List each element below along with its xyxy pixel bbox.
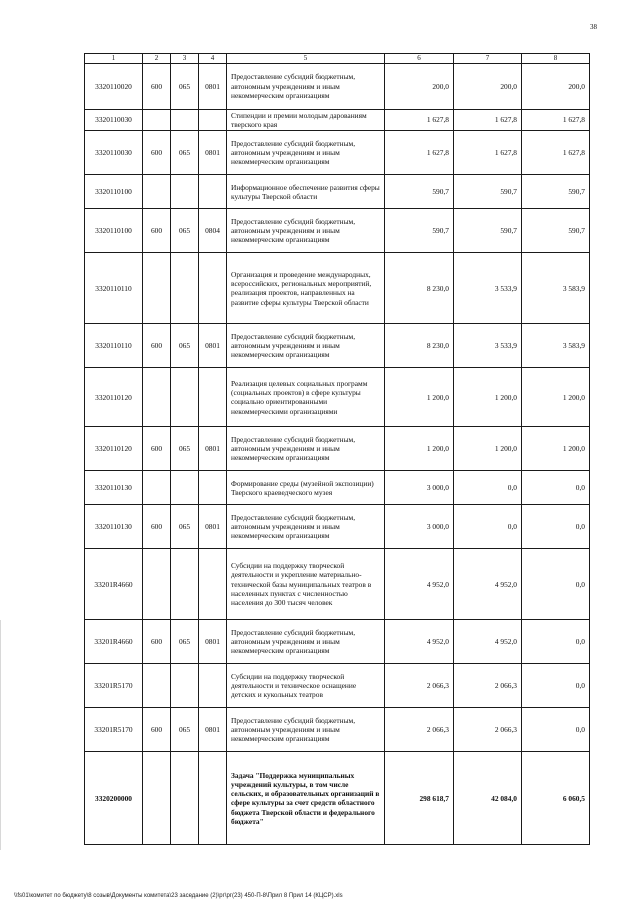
amount-col8-cell: 0,0	[522, 708, 590, 752]
admin-code-cell	[171, 109, 199, 131]
kcsr-code-cell: 3320110130	[85, 505, 143, 549]
kvr-code-cell: 600	[143, 324, 171, 368]
admin-code-cell: 065	[171, 324, 199, 368]
section-code-cell	[199, 471, 227, 505]
amount-col6-cell: 1 200,0	[385, 427, 454, 471]
description-cell: Реализация целевых социальных программ (социальных проектов) в сфере культуры социально ориентированными некоммерческими организациями	[227, 368, 385, 427]
amount-col8-cell: 1 200,0	[522, 427, 590, 471]
amount-col6-cell: 2 066,3	[385, 664, 454, 708]
table-row	[85, 253, 590, 324]
table-row	[85, 549, 590, 620]
table-row	[85, 109, 590, 131]
table-row	[85, 505, 590, 549]
description-cell: Субсидии на поддержку творческой деятельности и техническое оснащение детских и кукольных театров	[227, 664, 385, 708]
amount-col7-cell: 42 084,0	[454, 752, 522, 845]
kvr-code-cell	[143, 752, 171, 845]
description-cell: Предоставление субсидий бюджетным, автономным учреждениям и иным некоммерческим организациям	[227, 324, 385, 368]
amount-col6-cell: 3 000,0	[385, 505, 454, 549]
table-row	[85, 63, 590, 109]
amount-col6-cell: 4 952,0	[385, 549, 454, 620]
description-cell: Предоставление субсидий бюджетным, автономным учреждениям и иным некоммерческим организациям	[227, 63, 385, 109]
description-cell: Предоставление субсидий бюджетным, автономным учреждениям и иным некоммерческим организациям	[227, 620, 385, 664]
amount-col6-cell: 3 000,0	[385, 471, 454, 505]
amount-col8-cell: 0,0	[522, 505, 590, 549]
kvr-code-cell	[143, 109, 171, 131]
description-cell: Стипендии и премии молодым дарованиям тверского края	[227, 109, 385, 131]
amount-col8-cell: 0,0	[522, 471, 590, 505]
kcsr-code-cell: 3320110130	[85, 471, 143, 505]
section-code-cell: 0801	[199, 63, 227, 109]
admin-code-cell: 065	[171, 505, 199, 549]
table-row	[85, 708, 590, 752]
amount-col7-cell: 0,0	[454, 505, 522, 549]
kcsr-code-cell: 3320110110	[85, 324, 143, 368]
table-row	[85, 664, 590, 708]
footer-file-path: \\fs01\комитет по бюджету\8 созыв\Документы комитета\23 заседание (2)\рг\рг(23) 450-П-8\Прил 8 Прил 14 (КЦСР).xls	[14, 893, 343, 899]
amount-col7-cell: 200,0	[454, 63, 522, 109]
amount-col6-cell: 1 627,8	[385, 109, 454, 131]
admin-code-cell: 065	[171, 63, 199, 109]
description-cell: Субсидии на поддержку творческой деятельности и укрепление материально-технической базы муниципальных театров в населенных пунктах с численностью населения до 300 тысяч человек	[227, 549, 385, 620]
section-code-cell	[199, 368, 227, 427]
kvr-code-cell	[143, 253, 171, 324]
kcsr-code-cell: 3320110030	[85, 131, 143, 175]
amount-col8-cell: 590,7	[522, 175, 590, 209]
table-row	[85, 324, 590, 368]
amount-col6-cell: 4 952,0	[385, 620, 454, 664]
table-row	[85, 620, 590, 664]
section-code-cell	[199, 752, 227, 845]
column-header: 7	[454, 54, 522, 64]
kvr-code-cell: 600	[143, 209, 171, 253]
table-row	[85, 471, 590, 505]
amount-col6-cell: 1 627,8	[385, 131, 454, 175]
kcsr-code-cell: 3320110030	[85, 109, 143, 131]
kcsr-code-cell: 3320110100	[85, 175, 143, 209]
table-row	[85, 131, 590, 175]
page-number: 38	[590, 23, 597, 31]
description-cell: Предоставление субсидий бюджетным, автономным учреждениям и иным некоммерческим организациям	[227, 209, 385, 253]
amount-col7-cell: 3 533,9	[454, 324, 522, 368]
amount-col7-cell: 2 066,3	[454, 664, 522, 708]
scan-edge-line	[0, 620, 1, 850]
table-row	[85, 368, 590, 427]
amount-col8-cell: 3 583,9	[522, 324, 590, 368]
admin-code-cell: 065	[171, 427, 199, 471]
amount-col8-cell: 6 060,5	[522, 752, 590, 845]
amount-col8-cell: 1 627,8	[522, 109, 590, 131]
amount-col7-cell: 1 627,8	[454, 109, 522, 131]
section-code-cell: 0801	[199, 505, 227, 549]
budget-table	[84, 53, 590, 845]
kcsr-code-cell: 33201R5170	[85, 708, 143, 752]
kcsr-code-cell: 3320110120	[85, 368, 143, 427]
admin-code-cell	[171, 752, 199, 845]
admin-code-cell: 065	[171, 131, 199, 175]
description-cell: Предоставление субсидий бюджетным, автономным учреждениям и иным некоммерческим организациям	[227, 427, 385, 471]
amount-col7-cell: 1 200,0	[454, 368, 522, 427]
kvr-code-cell: 600	[143, 63, 171, 109]
description-cell: Задача "Поддержка муниципальных учреждений культуры, в том числе сельских, и образовательных организаций в сфере культуры за счет средств областного бюджета Тверской области и федерального бюджета"	[227, 752, 385, 845]
column-header: 4	[199, 54, 227, 64]
amount-col7-cell: 3 533,9	[454, 253, 522, 324]
table-row	[85, 175, 590, 209]
amount-col8-cell: 0,0	[522, 549, 590, 620]
kvr-code-cell: 600	[143, 131, 171, 175]
amount-col7-cell: 4 952,0	[454, 620, 522, 664]
section-code-cell	[199, 109, 227, 131]
amount-col7-cell: 4 952,0	[454, 549, 522, 620]
section-code-cell: 0801	[199, 427, 227, 471]
admin-code-cell	[171, 175, 199, 209]
table-header-row	[85, 54, 590, 64]
amount-col6-cell: 8 230,0	[385, 324, 454, 368]
amount-col7-cell: 0,0	[454, 471, 522, 505]
description-cell: Информационное обеспечение развития сферы культуры Тверской области	[227, 175, 385, 209]
section-code-cell	[199, 549, 227, 620]
section-code-cell: 0801	[199, 324, 227, 368]
column-header: 2	[143, 54, 171, 64]
admin-code-cell: 065	[171, 209, 199, 253]
description-cell: Организация и проведение международных, всероссийских, региональных мероприятий, реализация проектов, направленных на развитие сферы культуры Тверской области	[227, 253, 385, 324]
description-cell: Формирование среды (музейной экспозиции) Тверского краеведческого музея	[227, 471, 385, 505]
kvr-code-cell: 600	[143, 620, 171, 664]
amount-col6-cell: 590,7	[385, 175, 454, 209]
description-cell: Предоставление субсидий бюджетным, автономным учреждениям и иным некоммерческим организациям	[227, 131, 385, 175]
amount-col8-cell: 1 627,8	[522, 131, 590, 175]
kvr-code-cell	[143, 471, 171, 505]
kvr-code-cell: 600	[143, 427, 171, 471]
amount-col8-cell: 200,0	[522, 63, 590, 109]
amount-col8-cell: 590,7	[522, 209, 590, 253]
column-header: 6	[385, 54, 454, 64]
admin-code-cell: 065	[171, 620, 199, 664]
column-header: 8	[522, 54, 590, 64]
section-code-cell: 0801	[199, 620, 227, 664]
section-code-cell	[199, 664, 227, 708]
table-row	[85, 209, 590, 253]
description-cell: Предоставление субсидий бюджетным, автономным учреждениям и иным некоммерческим организациям	[227, 505, 385, 549]
amount-col7-cell: 590,7	[454, 175, 522, 209]
amount-col8-cell: 0,0	[522, 664, 590, 708]
amount-col7-cell: 1 627,8	[454, 131, 522, 175]
amount-col6-cell: 298 618,7	[385, 752, 454, 845]
kcsr-code-cell: 33201R4660	[85, 549, 143, 620]
amount-col8-cell: 3 583,9	[522, 253, 590, 324]
kcsr-code-cell: 3320110120	[85, 427, 143, 471]
kvr-code-cell: 600	[143, 708, 171, 752]
amount-col7-cell: 590,7	[454, 209, 522, 253]
kvr-code-cell: 600	[143, 505, 171, 549]
amount-col6-cell: 1 200,0	[385, 368, 454, 427]
section-code-cell	[199, 253, 227, 324]
column-header: 5	[227, 54, 385, 64]
kcsr-code-cell: 3320110110	[85, 253, 143, 324]
kcsr-code-cell: 33201R5170	[85, 664, 143, 708]
admin-code-cell	[171, 368, 199, 427]
amount-col7-cell: 1 200,0	[454, 427, 522, 471]
section-code-cell: 0801	[199, 708, 227, 752]
amount-col7-cell: 2 066,3	[454, 708, 522, 752]
kvr-code-cell	[143, 175, 171, 209]
amount-col6-cell: 200,0	[385, 63, 454, 109]
description-cell: Предоставление субсидий бюджетным, автономным учреждениям и иным некоммерческим организациям	[227, 708, 385, 752]
section-code-cell	[199, 175, 227, 209]
section-code-cell: 0804	[199, 209, 227, 253]
amount-col6-cell: 8 230,0	[385, 253, 454, 324]
kcsr-code-cell: 3320110020	[85, 63, 143, 109]
column-header: 1	[85, 54, 143, 64]
amount-col8-cell: 1 200,0	[522, 368, 590, 427]
kvr-code-cell	[143, 664, 171, 708]
column-header: 3	[171, 54, 199, 64]
amount-col8-cell: 0,0	[522, 620, 590, 664]
section-code-cell: 0801	[199, 131, 227, 175]
kvr-code-cell	[143, 368, 171, 427]
admin-code-cell	[171, 471, 199, 505]
kcsr-code-cell: 33201R4660	[85, 620, 143, 664]
kvr-code-cell	[143, 549, 171, 620]
table-row	[85, 752, 590, 845]
admin-code-cell	[171, 253, 199, 324]
amount-col6-cell: 590,7	[385, 209, 454, 253]
admin-code-cell	[171, 664, 199, 708]
admin-code-cell: 065	[171, 708, 199, 752]
amount-col6-cell: 2 066,3	[385, 708, 454, 752]
admin-code-cell	[171, 549, 199, 620]
kcsr-code-cell: 3320110100	[85, 209, 143, 253]
kcsr-code-cell: 3320200000	[85, 752, 143, 845]
table-row	[85, 427, 590, 471]
